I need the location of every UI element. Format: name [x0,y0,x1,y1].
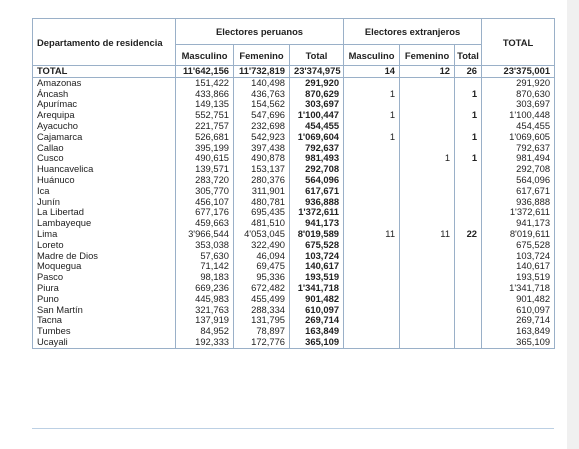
total-extranjeros-total: 26 [455,66,482,78]
cell-grand-total: 564,096 [482,175,555,186]
cell-extranjeros-femenino [400,251,455,262]
cell-departamento: Lambayeque [33,218,176,229]
cell-peruanos-total: 269,714 [290,315,344,326]
cell-peruanos-femenino: 4'053,045 [234,229,290,240]
table-row [33,305,555,316]
cell-departamento: Piura [33,283,176,294]
cell-extranjeros-femenino [400,337,455,348]
cell-grand-total: 1'372,611 [482,207,555,218]
cell-grand-total: 936,888 [482,197,555,208]
table-row [33,89,555,100]
total-extranjeros-femenino: 12 [400,66,455,78]
cell-peruanos-total: 564,096 [290,175,344,186]
cell-peruanos-total: 140,617 [290,261,344,272]
cell-peruanos-femenino: 455,499 [234,294,290,305]
cell-extranjeros-total [455,175,482,186]
cell-departamento: Tacna [33,315,176,326]
cell-departamento: La Libertad [33,207,176,218]
side-strip [567,0,579,449]
cell-extranjeros-masculino [344,218,400,229]
header-extranjeros-femenino: Femenino [400,45,455,66]
cell-peruanos-femenino: 78,897 [234,326,290,337]
cell-grand-total: 103,724 [482,251,555,262]
cell-extranjeros-masculino [344,240,400,251]
cell-grand-total: 8'019,611 [482,229,555,240]
cell-grand-total: 901,482 [482,294,555,305]
table-row [33,218,555,229]
cell-extranjeros-total: 1 [455,153,482,164]
cell-grand-total: 140,617 [482,261,555,272]
cell-peruanos-total: 454,455 [290,121,344,132]
cell-departamento: Tumbes [33,326,176,337]
cell-peruanos-total: 675,528 [290,240,344,251]
cell-departamento: Ica [33,186,176,197]
cell-peruanos-total: 163,849 [290,326,344,337]
cell-extranjeros-femenino [400,294,455,305]
cell-peruanos-femenino: 69,475 [234,261,290,272]
cell-departamento: Callao [33,143,176,154]
cell-peruanos-femenino: 542,923 [234,132,290,143]
cell-extranjeros-masculino [344,294,400,305]
cell-grand-total: 163,849 [482,326,555,337]
cell-peruanos-femenino: 481,510 [234,218,290,229]
cell-grand-total: 454,455 [482,121,555,132]
header-peruanos-masculino: Masculino [176,45,234,66]
cell-extranjeros-femenino [400,197,455,208]
cell-peruanos-masculino: 221,757 [176,121,234,132]
cell-peruanos-total: 610,097 [290,305,344,316]
cell-peruanos-total: 870,629 [290,89,344,100]
cell-departamento: Loreto [33,240,176,251]
cell-peruanos-masculino: 459,663 [176,218,234,229]
total-grand-total: 23'375,001 [482,66,555,78]
cell-extranjeros-femenino [400,207,455,218]
cell-peruanos-femenino: 131,795 [234,315,290,326]
total-label: TOTAL [33,66,176,78]
cell-extranjeros-femenino [400,240,455,251]
cell-peruanos-femenino: 154,562 [234,99,290,110]
cell-peruanos-masculino: 192,333 [176,337,234,348]
cell-peruanos-femenino: 232,698 [234,121,290,132]
cell-extranjeros-femenino [400,261,455,272]
cell-extranjeros-femenino [400,272,455,283]
cell-departamento: Amazonas [33,77,176,88]
cell-extranjeros-femenino [400,99,455,110]
cell-extranjeros-femenino [400,89,455,100]
cell-extranjeros-femenino: 11 [400,229,455,240]
cell-departamento: Madre de Dios [33,251,176,262]
cell-peruanos-masculino: 677,176 [176,207,234,218]
cell-extranjeros-masculino [344,164,400,175]
cell-peruanos-masculino: 353,038 [176,240,234,251]
cell-extranjeros-femenino [400,326,455,337]
cell-peruanos-total: 291,920 [290,77,344,88]
cell-peruanos-masculino: 669,236 [176,283,234,294]
cell-extranjeros-total [455,121,482,132]
table-row [33,153,555,164]
cell-departamento: Puno [33,294,176,305]
cell-departamento: Huánuco [33,175,176,186]
cell-extranjeros-total [455,315,482,326]
cell-extranjeros-masculino [344,175,400,186]
cell-peruanos-femenino: 153,137 [234,164,290,175]
cell-departamento: Cusco [33,153,176,164]
cell-extranjeros-total [455,326,482,337]
cell-extranjeros-total [455,164,482,175]
table-body [33,66,555,349]
cell-peruanos-masculino: 490,615 [176,153,234,164]
cell-extranjeros-total [455,251,482,262]
cell-extranjeros-total: 1 [455,132,482,143]
cell-peruanos-femenino: 480,781 [234,197,290,208]
cell-peruanos-masculino: 84,952 [176,326,234,337]
cell-extranjeros-masculino [344,77,400,88]
cell-peruanos-total: 936,888 [290,197,344,208]
cell-departamento: Pasco [33,272,176,283]
cell-peruanos-femenino: 397,438 [234,143,290,154]
cell-extranjeros-total [455,305,482,316]
cell-extranjeros-masculino [344,197,400,208]
cell-peruanos-total: 303,697 [290,99,344,110]
cell-peruanos-masculino: 137,919 [176,315,234,326]
cell-extranjeros-femenino [400,121,455,132]
cell-grand-total: 365,109 [482,337,555,348]
header-extranjeros-total: Total [455,45,482,66]
cell-peruanos-masculino: 3'966,544 [176,229,234,240]
cell-extranjeros-total: 1 [455,89,482,100]
header-extranjeros-masculino: Masculino [344,45,400,66]
cell-peruanos-total: 981,493 [290,153,344,164]
table-row [33,164,555,175]
cell-extranjeros-masculino [344,261,400,272]
cell-peruanos-masculino: 433,866 [176,89,234,100]
table-row [33,132,555,143]
cell-departamento: Áncash [33,89,176,100]
table-row [33,77,555,88]
cell-extranjeros-masculino [344,143,400,154]
table-row [33,272,555,283]
cell-extranjeros-total [455,186,482,197]
total-peruanos-femenino: 11'732,819 [234,66,290,78]
cell-grand-total: 193,519 [482,272,555,283]
table-row [33,197,555,208]
cell-extranjeros-total [455,261,482,272]
table-row [33,251,555,262]
table-row [33,326,555,337]
cell-grand-total: 617,671 [482,186,555,197]
cell-grand-total: 1'100,448 [482,110,555,121]
cell-departamento: Lima [33,229,176,240]
cell-extranjeros-masculino [344,153,400,164]
cell-peruanos-total: 1'100,447 [290,110,344,121]
cell-extranjeros-femenino: 1 [400,153,455,164]
cell-peruanos-masculino: 445,983 [176,294,234,305]
cell-peruanos-total: 103,724 [290,251,344,262]
cell-extranjeros-masculino [344,207,400,218]
table-row [33,229,555,240]
total-extranjeros-masculino: 14 [344,66,400,78]
cell-peruanos-total: 193,519 [290,272,344,283]
cell-peruanos-masculino: 395,199 [176,143,234,154]
cell-peruanos-total: 901,482 [290,294,344,305]
cell-extranjeros-total [455,283,482,294]
cell-extranjeros-total [455,240,482,251]
table-row [33,110,555,121]
header-peruanos-femenino: Femenino [234,45,290,66]
cell-extranjeros-masculino [344,121,400,132]
cell-extranjeros-total [455,294,482,305]
total-peruanos-masculino: 11'642,156 [176,66,234,78]
cell-grand-total: 1'341,718 [482,283,555,294]
cell-peruanos-total: 8'019,589 [290,229,344,240]
cell-extranjeros-total [455,197,482,208]
cell-extranjeros-total [455,207,482,218]
cell-peruanos-masculino: 283,720 [176,175,234,186]
cell-extranjeros-femenino [400,218,455,229]
cell-departamento: Ucayali [33,337,176,348]
cell-extranjeros-masculino [344,283,400,294]
cell-extranjeros-femenino [400,283,455,294]
table-row [33,337,555,348]
cell-peruanos-total: 292,708 [290,164,344,175]
cell-peruanos-total: 792,637 [290,143,344,154]
cell-peruanos-femenino: 436,763 [234,89,290,100]
electores-table-container [32,18,554,349]
cell-peruanos-femenino: 288,334 [234,305,290,316]
header-electores-extranjeros: Electores extranjeros [344,19,482,45]
cell-peruanos-masculino: 139,571 [176,164,234,175]
cell-peruanos-femenino: 140,498 [234,77,290,88]
cell-peruanos-masculino: 98,183 [176,272,234,283]
cell-extranjeros-total [455,77,482,88]
footer-divider [32,428,554,429]
cell-extranjeros-femenino [400,175,455,186]
cell-peruanos-masculino: 526,681 [176,132,234,143]
table-row [33,121,555,132]
cell-extranjeros-total [455,337,482,348]
cell-peruanos-total: 617,671 [290,186,344,197]
cell-extranjeros-masculino [344,315,400,326]
cell-peruanos-femenino: 490,878 [234,153,290,164]
cell-extranjeros-masculino [344,186,400,197]
cell-extranjeros-total [455,272,482,283]
cell-extranjeros-total [455,218,482,229]
cell-grand-total: 292,708 [482,164,555,175]
cell-peruanos-masculino: 57,630 [176,251,234,262]
cell-peruanos-femenino: 280,376 [234,175,290,186]
cell-peruanos-femenino: 672,482 [234,283,290,294]
cell-grand-total: 291,920 [482,77,555,88]
cell-grand-total: 981,494 [482,153,555,164]
cell-peruanos-total: 1'372,611 [290,207,344,218]
cell-extranjeros-femenino [400,143,455,154]
cell-extranjeros-femenino [400,110,455,121]
cell-departamento: Ayacucho [33,121,176,132]
cell-departamento: Arequipa [33,110,176,121]
cell-grand-total: 870,630 [482,89,555,100]
total-peruanos-total: 23'374,975 [290,66,344,78]
cell-extranjeros-masculino [344,326,400,337]
cell-extranjeros-masculino [344,251,400,262]
table-row [33,261,555,272]
cell-extranjeros-masculino [344,337,400,348]
cell-extranjeros-total: 1 [455,110,482,121]
cell-extranjeros-femenino [400,132,455,143]
header-departamento: Departamento de residencia [33,19,176,66]
cell-peruanos-femenino: 95,336 [234,272,290,283]
cell-departamento: San Martín [33,305,176,316]
cell-grand-total: 1'069,605 [482,132,555,143]
header-electores-peruanos: Electores peruanos [176,19,344,45]
cell-departamento: Junín [33,197,176,208]
table-row [33,175,555,186]
cell-departamento: Moquegua [33,261,176,272]
cell-extranjeros-masculino: 11 [344,229,400,240]
table-row [33,143,555,154]
table-row [33,283,555,294]
cell-departamento: Cajamarca [33,132,176,143]
cell-extranjeros-total: 22 [455,229,482,240]
table-row [33,240,555,251]
cell-grand-total: 941,173 [482,218,555,229]
cell-peruanos-masculino: 456,107 [176,197,234,208]
cell-peruanos-femenino: 172,776 [234,337,290,348]
cell-peruanos-femenino: 46,094 [234,251,290,262]
cell-departamento: Huancavelica [33,164,176,175]
total-row [33,66,555,78]
cell-peruanos-masculino: 151,422 [176,77,234,88]
header-peruanos-total: Total [290,45,344,66]
cell-extranjeros-femenino [400,77,455,88]
cell-extranjeros-masculino [344,99,400,110]
cell-extranjeros-femenino [400,315,455,326]
cell-extranjeros-masculino [344,272,400,283]
cell-grand-total: 675,528 [482,240,555,251]
cell-extranjeros-masculino: 1 [344,132,400,143]
cell-grand-total: 303,697 [482,99,555,110]
table-row [33,186,555,197]
cell-peruanos-total: 941,173 [290,218,344,229]
header-total: TOTAL [482,19,555,66]
cell-extranjeros-femenino [400,305,455,316]
cell-extranjeros-femenino [400,164,455,175]
cell-extranjeros-femenino [400,186,455,197]
table-header [33,19,555,66]
cell-peruanos-femenino: 311,901 [234,186,290,197]
cell-peruanos-total: 1'341,718 [290,283,344,294]
cell-extranjeros-masculino [344,305,400,316]
cell-grand-total: 610,097 [482,305,555,316]
cell-extranjeros-total [455,143,482,154]
cell-peruanos-masculino: 149,135 [176,99,234,110]
cell-peruanos-masculino: 552,751 [176,110,234,121]
cell-peruanos-masculino: 321,763 [176,305,234,316]
cell-extranjeros-masculino: 1 [344,89,400,100]
cell-peruanos-masculino: 305,770 [176,186,234,197]
cell-grand-total: 792,637 [482,143,555,154]
cell-extranjeros-total [455,99,482,110]
electores-table [32,18,555,349]
cell-peruanos-total: 1'069,604 [290,132,344,143]
cell-peruanos-femenino: 322,490 [234,240,290,251]
table-row [33,294,555,305]
cell-departamento: Apurímac [33,99,176,110]
cell-extranjeros-masculino: 1 [344,110,400,121]
table-row [33,207,555,218]
cell-grand-total: 269,714 [482,315,555,326]
cell-peruanos-masculino: 71,142 [176,261,234,272]
cell-peruanos-femenino: 547,696 [234,110,290,121]
table-row [33,315,555,326]
table-row [33,99,555,110]
cell-peruanos-total: 365,109 [290,337,344,348]
cell-peruanos-femenino: 695,435 [234,207,290,218]
